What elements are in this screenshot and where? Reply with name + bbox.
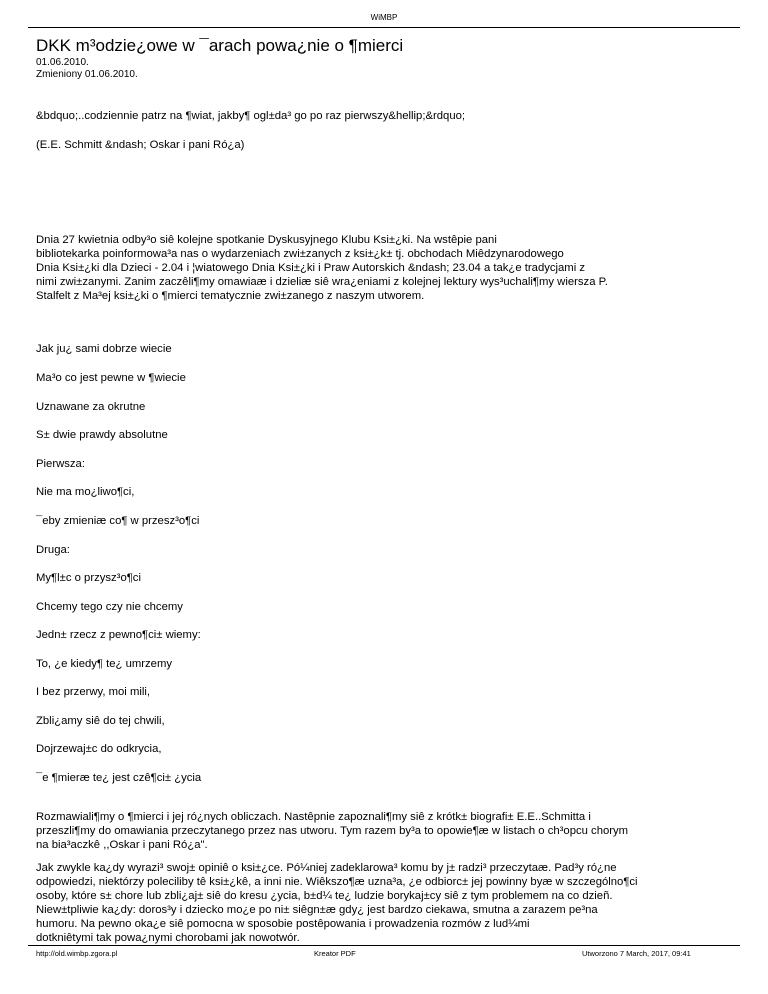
text-line: Dnia Ksi±¿ki dla Dzieci - 2.04 i ¦wiatowego Dnia Ksi±¿ki i Praw Autorskich &ndash; 23.04 a tak¿e tradycjami z <box>36 262 586 274</box>
poem-line: Jedn± rzecz z pewno¶ci± wiemy: <box>36 629 201 641</box>
footer-url[interactable]: http://old.wimbp.zgora.pl <box>36 949 118 958</box>
site-header: WiMBP <box>370 13 398 22</box>
text-line: nimi zwi±zanymi. Zanim zaczêli¶my omawiaæ i dzieliæ siê wra¿eniami z kolejnej lektury wys³uchali¶my wiersza P. <box>36 276 608 288</box>
poem-line: Pierwsza: <box>36 458 85 470</box>
poem-line: Uznawane za okrutne <box>36 401 146 413</box>
poem-line: Jak ju¿ sami dobrze wiecie <box>36 343 172 355</box>
poem-line: ¯eby zmieniæ co¶ w przesz³o¶ci <box>36 515 200 527</box>
poem-line: Zbli¿amy siê do tej chwili, <box>36 715 165 727</box>
text-line: Stalfelt z Ma³ej ksi±¿ki o ¶mierci tematycznie zwi±zanego z naszym utworem. <box>36 290 425 302</box>
text-line: odpowiedzi, niektórzy poleciliby tê ksi±¿kê, a inni nie. Wiêkszo¶æ uzna³a, ¿e odbiorc± jej powinny byæ w szczególno¶ci <box>36 876 638 888</box>
poem-line: My¶l±c o przysz³o¶ci <box>36 572 141 584</box>
text-line: humoru. Na pewno oka¿e siê pomocna w sposobie postêpowania i prowadzenia rozmów z lud¼mi <box>36 918 530 930</box>
publish-date: 01.06.2010. <box>36 57 89 68</box>
poem-line: Ma³o co jest pewne w ¶wiecie <box>36 372 186 384</box>
text-line: na bia³aczkê ,,Oskar i pani Ró¿a". <box>36 839 208 851</box>
text-line: osoby, które s± chore lub zbli¿aj± siê do kresu ¿ycia, b±d¼ te¿ ludzie borykaj±cy siê z tym problemem na co dzieñ. <box>36 890 613 902</box>
poem-line: Druga: <box>36 544 70 556</box>
quote: &bdquo;..codziennie patrz na ¶wiat, jakby¶ ogl±da³ go po raz pierwszy&hellip;&rdquo; <box>36 110 466 122</box>
poem-line: Dojrzewaj±c do odkrycia, <box>36 743 162 755</box>
text-line: Dnia 27 kwietnia odby³o siê kolejne spotkanie Dyskusyjnego Klubu Ksi±¿ki. Na wstêpie pani <box>36 234 497 246</box>
text-line: Rozmawiali¶my o ¶mierci i jej ró¿nych obliczach. Nastêpnie zapoznali¶my siê z krótk± biografi± E.E..Schmitta i <box>36 811 591 823</box>
text-line: dotkniêtymi tak powa¿nymi chorobami jak nowotwór. <box>36 932 300 944</box>
poem-line: S± dwie prawdy absolutne <box>36 429 168 441</box>
footer-divider <box>28 945 740 946</box>
poem-line: ¯e ¶mieræ te¿ jest czê¶ci± ¿ycia <box>36 772 202 784</box>
footer-created: Utworzono 7 March, 2017, 09:41 <box>582 949 691 958</box>
text-line: bibliotekarka poinformowa³a nas o wydarzeniach zwi±zanych z ksi±¿k± tj. obchodach Miêdzynarodowego <box>36 248 564 260</box>
text-line: Jak zwykle ka¿dy wyrazi³ swoj± opiniê o ksi±¿ce. Pó¼niej zadeklarowa³ komu by j± radzi³ przeczytaæ. Pad³y ró¿ne <box>36 862 617 874</box>
page-title: DKK m³odzie¿owe w ¯arach powa¿nie o ¶mierci <box>36 36 404 55</box>
footer-generator: Kreator PDF <box>314 949 356 958</box>
modified-date: Zmieniony 01.06.2010. <box>36 69 138 80</box>
text-line: Niew±tpliwie ka¿dy: doros³y i dziecko mo¿e po ni± siêgn±æ gdy¿ jest bardzo ciekawa, smutna a zarazem pe³na <box>36 904 598 916</box>
header-divider <box>28 27 740 28</box>
text-line: przeszli¶my do omawiania przeczytanego przez nas utworu. Tym razem by³a to opowie¶æ w listach o ch³opcu chorym <box>36 825 629 837</box>
poem-line: I bez przerwy, moi mili, <box>36 686 151 698</box>
quote-author: (E.E. Schmitt &ndash; Oskar i pani Ró¿a) <box>36 139 245 151</box>
poem-line: Chcemy tego czy nie chcemy <box>36 601 183 613</box>
poem-line: Nie ma mo¿liwo¶ci, <box>36 486 135 498</box>
poem-line: To, ¿e kiedy¶ te¿ umrzemy <box>36 658 173 670</box>
